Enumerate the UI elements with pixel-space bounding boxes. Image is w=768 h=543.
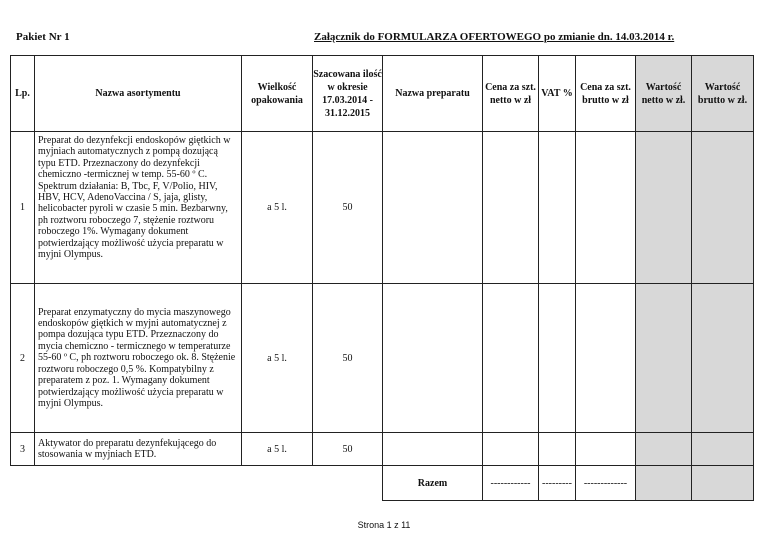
row-unit-price-net-cell[interactable] xyxy=(483,433,539,466)
row-package-size: a 5 l. xyxy=(242,132,313,284)
row-lp: 2 xyxy=(11,284,35,433)
row-vat-cell[interactable] xyxy=(539,132,576,284)
row-value-net-cell[interactable] xyxy=(636,132,692,284)
row-unit-price-net-cell[interactable] xyxy=(483,132,539,284)
row-qty: 50 xyxy=(313,433,383,466)
table-row xyxy=(11,284,754,433)
summary-label: Razem xyxy=(383,466,483,501)
attachment-title: Załącznik do FORMULARZA OFERTOWEGO po zmianie dn. 14.03.2014 r. xyxy=(314,31,675,43)
row-unit-price-gross-cell[interactable] xyxy=(576,433,636,466)
header-row xyxy=(11,56,754,132)
table-row xyxy=(11,132,754,284)
summary-dash-vat: --------- xyxy=(539,466,576,501)
row-package-size: a 5 l. xyxy=(242,284,313,433)
summary-value-gross-cell[interactable] xyxy=(692,466,754,501)
row-value-gross-cell[interactable] xyxy=(692,132,754,284)
row-value-gross-cell[interactable] xyxy=(692,433,754,466)
row-lp: 3 xyxy=(11,433,35,466)
row-name: Aktywator do preparatu dezynfekującego do stosowania w myjniach ETD. xyxy=(35,433,242,466)
col-estimated-qty: Szacowana ilość w okresie 17.03.2014 - 31.12.2015 xyxy=(313,56,383,132)
row-preparation-cell[interactable] xyxy=(383,132,483,284)
row-value-net-cell[interactable] xyxy=(636,433,692,466)
row-lp: 1 xyxy=(11,132,35,284)
page-footer: Strona 1 z 11 xyxy=(357,520,411,530)
row-preparation-cell[interactable] xyxy=(383,433,483,466)
offer-table xyxy=(10,55,754,501)
col-package-size: Wielkość opakowania xyxy=(242,56,313,132)
col-unit-price-net: Cena za szt. netto w zł xyxy=(483,56,539,132)
row-qty: 50 xyxy=(313,284,383,433)
table-row xyxy=(11,433,754,466)
col-unit-price-gross: Cena za szt. brutto w zł xyxy=(576,56,636,132)
col-vat: VAT % xyxy=(539,56,576,132)
col-value-gross: Wartość brutto w zł. xyxy=(692,56,754,132)
row-preparation-cell[interactable] xyxy=(383,284,483,433)
col-name: Nazwa asortymentu xyxy=(35,56,242,132)
col-value-net: Wartość netto w zł. xyxy=(636,56,692,132)
row-package-size: a 5 l. xyxy=(242,433,313,466)
row-value-gross-cell[interactable] xyxy=(692,284,754,433)
summary-value-net-cell[interactable] xyxy=(636,466,692,501)
row-vat-cell[interactable] xyxy=(539,284,576,433)
row-name: Preparat enzymatyczny do mycia maszynowego endoskopów giętkich w myjni automatycznej z pompa dozująca typu ETD. Przeznaczony do mycia chemiczno - termicznego w temperaturze 55-60 º C, ph roztworu roboczego ok. 8. Stężenie roztworu roboczego 0,5 %. Kompatybilny z preparatem z poz. 1. Wymagany dokument potwierdzający możliwość użycia preparatu w myjni Olympus. xyxy=(35,284,242,433)
row-vat-cell[interactable] xyxy=(539,433,576,466)
summary-dash-gross: ------------- xyxy=(576,466,636,501)
row-value-net-cell[interactable] xyxy=(636,284,692,433)
summary-row xyxy=(11,466,754,501)
row-qty: 50 xyxy=(313,132,383,284)
col-preparation: Nazwa preparatu xyxy=(383,56,483,132)
row-name: Preparat do dezynfekcji endoskopów giętkich w myjniach automatycznych z pompą dozującą typu ETD. Przeznaczony do dezynfekcji chemiczno -termicznej w temp. 55-60 º C. Spektrum działania: B, Tbc, F, V/Polio, HIV, HBV, HCV, AdenoVaccina / S, jaja, glisty, helicobacter pyroli w czasie 5 min. Bezbarwny, ph roztworu roboczego 7, stężenie roztworu roboczego 1%. Wymagany dokument potwierdzający możliwość użycia preparatu w myjni Olympus. xyxy=(35,132,242,284)
row-unit-price-gross-cell[interactable] xyxy=(576,132,636,284)
row-unit-price-net-cell[interactable] xyxy=(483,284,539,433)
package-number: Pakiet Nr 1 xyxy=(16,31,70,43)
summary-dash-net: ------------ xyxy=(483,466,539,501)
row-unit-price-gross-cell[interactable] xyxy=(576,284,636,433)
col-lp: Lp. xyxy=(11,56,35,132)
